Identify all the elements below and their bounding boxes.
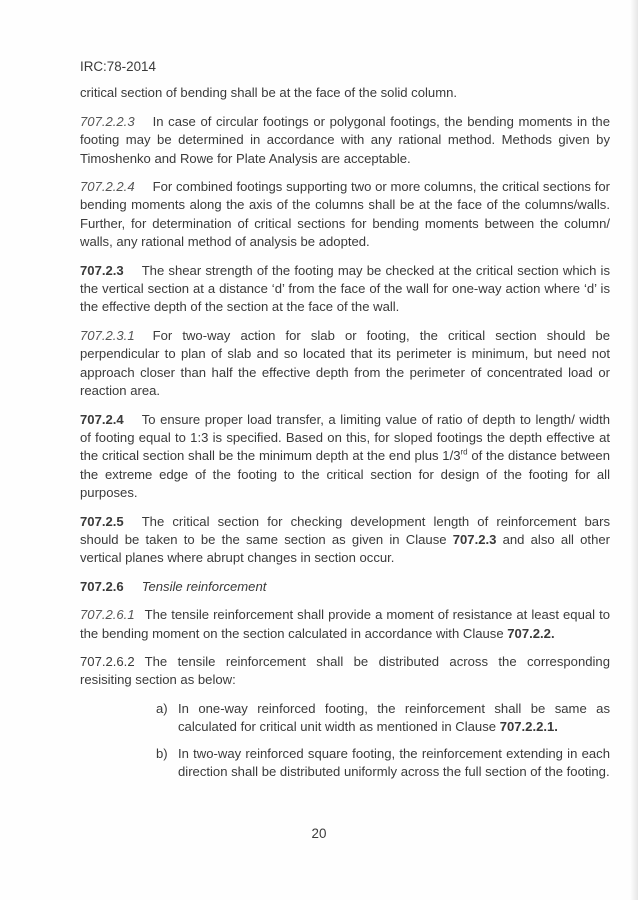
clause-number: 707.2.4: [80, 411, 124, 427]
page-content: [80, 58, 610, 789]
clause-number: 707.2.6.2: [80, 653, 135, 669]
list-item: [80, 745, 610, 782]
paragraph-text: critical section of bending shall be at the face of the solid column.: [80, 85, 458, 101]
clause-reference: 707.2.2.1.: [499, 719, 558, 735]
clause-number: 707.2.3.1: [80, 327, 135, 343]
clause-text: For combined footings supporting two or more columns, the critical sections for bending moments along the axis of the columns shall be at the face of the columns/walls. Further, for determination of critical sections for bending moments between the column/ walls, any rational method of analysis be adopted.: [80, 179, 610, 250]
page-number: 20: [311, 826, 327, 841]
clause-707-2-3: [80, 262, 610, 317]
clause-number: 707.2.6.1: [80, 607, 135, 623]
clause-707-2-2-3: [80, 113, 610, 168]
list-marker: a): [156, 700, 168, 716]
clause-text: For two-way action for slab or footing, the critical section should be perpendicular to plan of slab and so located that its perimeter is minimum, but need not approach closer than half the effective depth from the perimeter of concentrated load or reaction area.: [80, 327, 610, 399]
list-item-text: In two-way reinforced square footing, the reinforcement extending in each direction shall be distributed uniformly across the full section of the footing.: [178, 745, 610, 779]
clause-707-2-5: [80, 513, 610, 568]
clause-707-2-6-1: [80, 606, 610, 643]
list-item: [80, 700, 610, 737]
clause-text-continued: of the distance between the extreme edge of the footing to the critical section for design of the footing for all purposes.: [80, 448, 611, 501]
list-item-text: In one-way reinforced footing, the reinforcement shall be same as calculated for critical unit width as mentioned in Clause: [178, 700, 610, 735]
clause-number: 707.2.5: [80, 513, 124, 529]
clause-707-2-4: [80, 411, 610, 503]
clause-707-2-6: [80, 578, 610, 596]
clause-number: 707.2.2.4: [80, 179, 135, 195]
clause-text: The tensile reinforcement shall be distributed across the corresponding resisiting section as below:: [80, 653, 610, 688]
clause-text-continued: and also all other vertical planes where abrupt changes in section occur.: [80, 531, 610, 566]
clause-number: 707.2.3: [80, 262, 124, 278]
clause-707-2-3-1: [80, 327, 610, 401]
paragraph-critical-section-bending: [80, 84, 610, 102]
clause-number: 707.2.6: [80, 578, 124, 594]
clause-number: 707.2.2.3: [80, 113, 135, 129]
clause-text: The tensile reinforcement shall provide a moment of resistance at least equal to the bending moment on the section calculated in accordance with Clause: [80, 607, 610, 641]
clause-text: To ensure proper load transfer, a limiting value of ratio of depth to length/ width of footing equal to 1:3 is specified. Based on this, for sloped footings the depth effective at the critical section shall be the minimum depth at the end plus 1/3: [80, 411, 610, 464]
clause-707-2-2-4: [80, 178, 610, 252]
clause-text: In case of circular footings or polygonal footings, the bending moments in the footing may be determined in accordance with any rational method. Methods given by Timoshenko and Rowe for Plate Analysis are acceptable.: [80, 113, 610, 166]
page-edge-shadow: [630, 0, 638, 900]
reinforcement-list: [80, 700, 610, 782]
superscript-rd: rd: [460, 447, 468, 457]
clause-title: Tensile reinforcement: [141, 578, 267, 594]
clause-707-2-6-2: [80, 653, 610, 690]
clause-text: The critical section for checking development length of reinforcement bars should be taken to be the same section as given in Clause: [80, 513, 610, 547]
document-code-header: IRC:78-2014: [80, 59, 156, 74]
list-marker: b): [156, 745, 168, 761]
clause-reference: 707.2.3: [452, 531, 497, 547]
clause-text: The shear strength of the footing may be checked at the critical section which is the vertical section at a distance ‘d’ from the face of the wall for one-way action where ‘d’ is the effective depth of the section at the face of the wall.: [80, 262, 610, 315]
clause-reference: 707.2.2.: [507, 625, 555, 641]
